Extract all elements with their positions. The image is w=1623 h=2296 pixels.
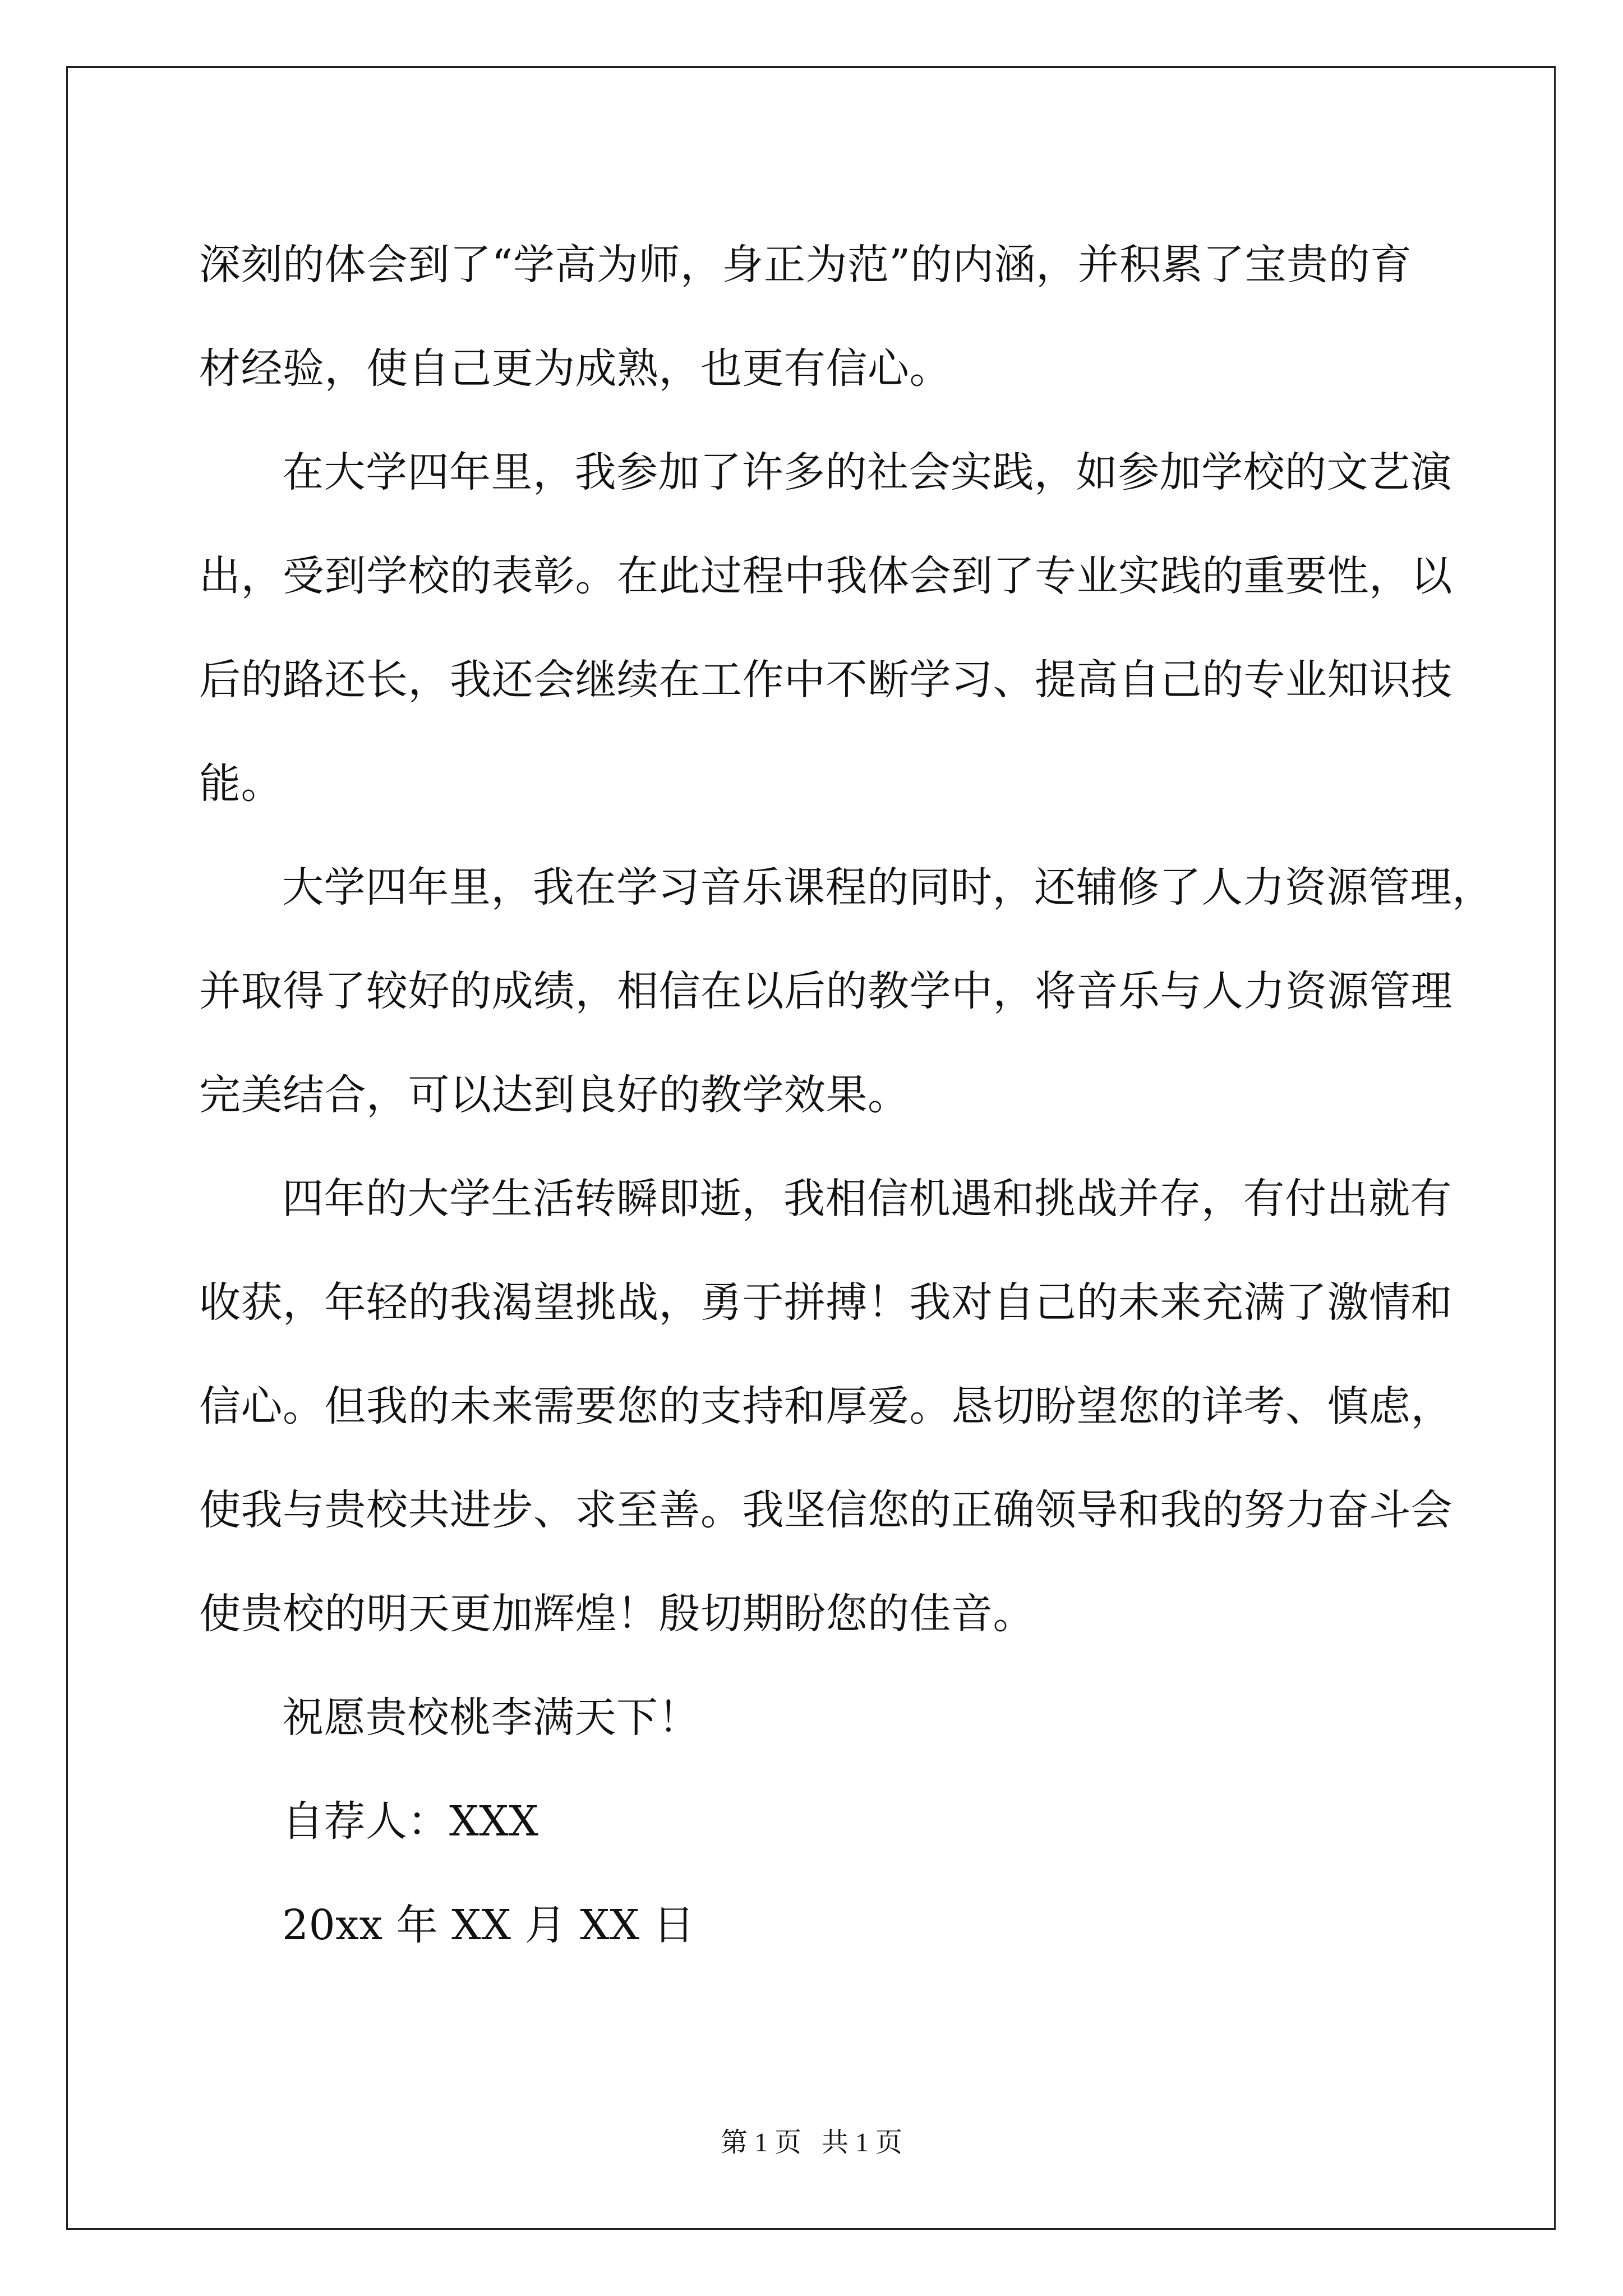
page-number-footer: 第 1 页 共 1 页 — [720, 2128, 902, 2157]
body-line: 出，受到学校的表彰。在此过程中我体会到了专业实践的重要性，以 — [199, 552, 1453, 600]
document-body — [199, 213, 1494, 1977]
closing-wish: 祝愿贵校桃李满天下！ — [282, 1694, 700, 1742]
signature-line: 自荐人：XXX — [282, 1797, 539, 1846]
body-line: 收获，年轻的我渴望挑战，勇于拼搏！我对自己的未来充满了激情和 — [199, 1278, 1453, 1327]
paragraph-start-line: 在大学四年里，我参加了许多的社会实践，如参加学校的文艺演 — [282, 448, 1452, 496]
body-line: 后的路还长，我还会继续在工作中不断学习、提高自己的专业知识技 — [199, 656, 1453, 704]
paragraph-start-line: 四年的大学生活转瞬即逝，我相信机遇和挑战并存，有付出就有 — [282, 1175, 1452, 1223]
paragraph-start-line: 大学四年里，我在学习音乐课程的同时，还辅修了人力资源管理， — [282, 863, 1494, 912]
date-line: 20xx 年 XX 月 XX 日 — [282, 1901, 695, 1949]
body-line: 使贵校的明天更加辉煌！殷切期盼您的佳音。 — [199, 1590, 1035, 1638]
body-line: 完美结合，可以达到良好的教学效果。 — [199, 1071, 910, 1119]
body-line: 使我与贵校共进步、求至善。我坚信您的正确领导和我的努力奋斗会 — [199, 1486, 1453, 1534]
body-line: 并取得了较好的成绩，相信在以后的教学中，将音乐与人力资源管理 — [199, 967, 1453, 1015]
body-line: 能。 — [199, 760, 283, 808]
body-line: 信心。但我的未来需要您的支持和厚爱。恳切盼望您的详考、慎虑， — [199, 1382, 1453, 1430]
body-line: 材经验，使自己更为成熟，也更有信心。 — [199, 344, 951, 393]
body-line: 深刻的体会到了“学高为师，身正为范”的内涵，并积累了宝贵的育 — [199, 241, 1412, 289]
